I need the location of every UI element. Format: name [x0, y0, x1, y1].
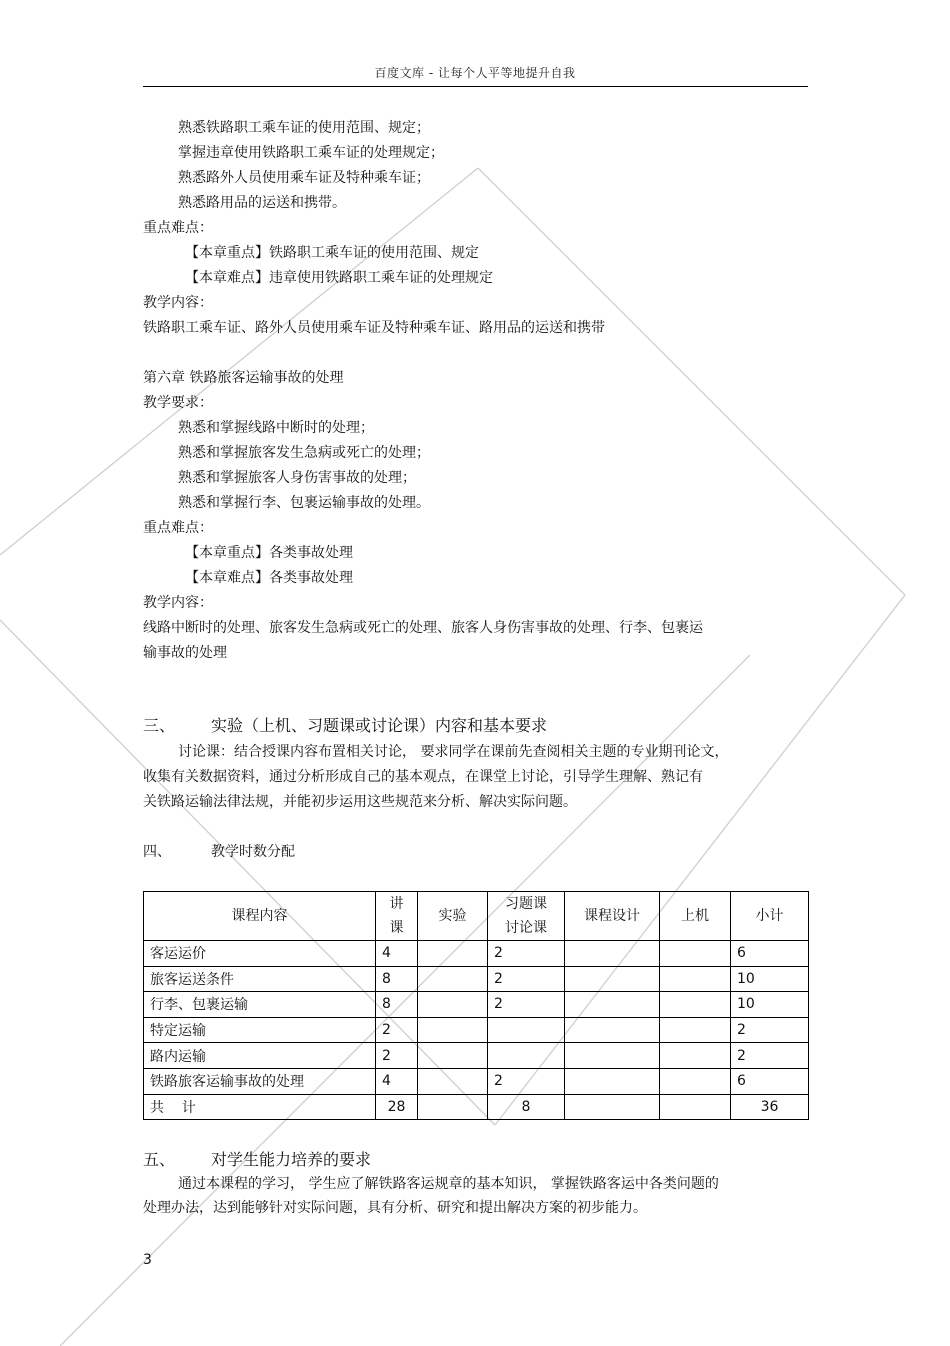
cell-lecture: 4: [376, 1068, 418, 1094]
table-row: [144, 966, 809, 992]
cell-lab: [418, 1017, 488, 1043]
header-lab: 实验: [418, 892, 488, 941]
cell-exercise: 2: [488, 941, 565, 967]
header-rule: [143, 86, 808, 87]
header-exercise: 习题课 讨论课: [488, 892, 565, 941]
requirement-item: 熟悉和掌握旅客发生急病或死亡的处理；: [178, 445, 430, 461]
cell-lab: [418, 992, 488, 1018]
paragraph-line: 收集有关数据资料，通过分析形成自己的基本观点，在课堂上讨论，引导学生理解、熟记有: [143, 769, 703, 785]
cell-design: [565, 992, 660, 1018]
requirement-item: 熟悉铁路职工乘车证的使用范围、规定；: [178, 120, 430, 136]
cell-exercise: [488, 1043, 565, 1069]
key-point: 【本章重点】各类事故处理: [185, 545, 353, 561]
cell-design: [565, 966, 660, 992]
header-computer: 上机: [660, 892, 731, 941]
page-header: 百度文库 - 让每个人平等地提升自我: [374, 66, 576, 80]
key-points-label: 重点难点：: [143, 520, 213, 536]
header-subtotal: 小计: [731, 892, 809, 941]
section-heading: [143, 717, 547, 735]
cell-lecture: 8: [376, 966, 418, 992]
requirement-item: 熟悉路外人员使用乘车证及特种乘车证；: [178, 170, 430, 186]
section-title: 教学时数分配: [211, 844, 295, 860]
table-row: [144, 1043, 809, 1069]
section-title: 对学生能力培养的要求: [211, 1150, 372, 1169]
section-heading: [143, 1151, 371, 1169]
cell-course: 路内运输: [144, 1043, 376, 1069]
header-course-content: 课程内容: [144, 892, 376, 941]
cell-course: 旅客运送条件: [144, 966, 376, 992]
key-point: 【本章难点】违章使用铁路职工乘车证的处理规定: [185, 270, 493, 286]
cell-design: [565, 1094, 660, 1120]
cell-lab: [418, 966, 488, 992]
requirement-item: 掌握违章使用铁路职工乘车证的处理规定；: [178, 145, 444, 161]
table-row: [144, 992, 809, 1018]
table-row: [144, 941, 809, 967]
cell-total: 10: [731, 992, 809, 1018]
cell-computer: [660, 966, 731, 992]
cell-computer: [660, 992, 731, 1018]
cell-course: 铁路旅客运输事故的处理: [144, 1068, 376, 1094]
requirement-item: 熟悉和掌握行李、包裹运输事故的处理。: [178, 495, 430, 511]
cell-lab: [418, 1043, 488, 1069]
teaching-content: 铁路职工乘车证、路外人员使用乘车证及特种乘车证、路用品的运送和携带: [143, 320, 605, 336]
cell-exercise: 2: [488, 966, 565, 992]
cell-lab: [418, 1094, 488, 1120]
cell-lab: [418, 1068, 488, 1094]
cell-design: [565, 1043, 660, 1069]
paragraph-line: 处理办法，达到能够针对实际问题，具有分析、研究和提出解决方案的初步能力。: [143, 1200, 647, 1216]
requirement-item: 熟悉和掌握旅客人身伤害事故的处理；: [178, 470, 416, 486]
cell-exercise: [488, 1017, 565, 1043]
chapter-title: 第六章 铁路旅客运输事故的处理: [143, 370, 344, 386]
table-row: [144, 1017, 809, 1043]
cell-computer: [660, 941, 731, 967]
cell-total: 36: [731, 1094, 809, 1120]
cell-lecture: 2: [376, 1043, 418, 1069]
cell-design: [565, 941, 660, 967]
cell-course: 特定运输: [144, 1017, 376, 1043]
table-total-row: [144, 1094, 809, 1120]
cell-total: 6: [731, 941, 809, 967]
teaching-content: 输事故的处理: [143, 645, 227, 661]
requirement-item: 熟悉和掌握线路中断时的处理；: [178, 420, 374, 436]
teaching-hours-table: [143, 891, 809, 1120]
header-lecture: 讲 课: [376, 892, 418, 941]
header-course-design: 课程设计: [565, 892, 660, 941]
table-row: [144, 1068, 809, 1094]
cell-computer: [660, 1017, 731, 1043]
cell-total: 2: [731, 1043, 809, 1069]
paragraph-line: 讨论课：结合授课内容布置相关讨论， 要求同学在课前先查阅相关主题的专业期刊论文，: [178, 744, 729, 760]
cell-exercise: 2: [488, 992, 565, 1018]
key-point: 【本章难点】各类事故处理: [185, 570, 353, 586]
cell-exercise: 8: [488, 1094, 565, 1120]
cell-lecture: 28: [376, 1094, 418, 1120]
section-number: 四、: [143, 844, 171, 860]
section-number: 三、: [143, 716, 176, 735]
cell-computer: [660, 1094, 731, 1120]
paragraph-line: 通过本课程的学习， 学生应了解铁路客运规章的基本知识， 掌握铁路客运中各类问题的: [178, 1176, 719, 1192]
teaching-requirements-label: 教学要求：: [143, 395, 213, 411]
cell-lecture: 2: [376, 1017, 418, 1043]
cell-course: 客运运价: [144, 941, 376, 967]
teaching-content: 线路中断时的处理、旅客发生急病或死亡的处理、旅客人身伤害事故的处理、行李、包裹运: [143, 620, 703, 636]
teaching-content-label: 教学内容：: [143, 295, 213, 311]
section-title: 实验（上机、习题课或讨论课）内容和基本要求: [211, 716, 548, 735]
cell-lab: [418, 941, 488, 967]
cell-lecture: 8: [376, 992, 418, 1018]
cell-exercise: 2: [488, 1068, 565, 1094]
page-number: 3: [143, 1252, 152, 1268]
paragraph-line: 关铁路运输法律法规，并能初步运用这些规范来分析、解决实际问题。: [143, 794, 577, 810]
section-heading: [143, 843, 295, 861]
section-number: 五、: [143, 1150, 176, 1169]
cell-computer: [660, 1043, 731, 1069]
key-points-label: 重点难点：: [143, 220, 213, 236]
key-point: 【本章重点】铁路职工乘车证的使用范围、规定: [185, 245, 479, 261]
cell-total: 10: [731, 966, 809, 992]
cell-course: 共 计: [144, 1094, 376, 1120]
cell-total: 6: [731, 1068, 809, 1094]
table-header-row: [144, 892, 809, 941]
cell-design: [565, 1068, 660, 1094]
cell-course: 行李、包裹运输: [144, 992, 376, 1018]
teaching-content-label: 教学内容：: [143, 595, 213, 611]
cell-lecture: 4: [376, 941, 418, 967]
cell-design: [565, 1017, 660, 1043]
cell-total: 2: [731, 1017, 809, 1043]
cell-computer: [660, 1068, 731, 1094]
requirement-item: 熟悉路用品的运送和携带。: [178, 195, 346, 211]
